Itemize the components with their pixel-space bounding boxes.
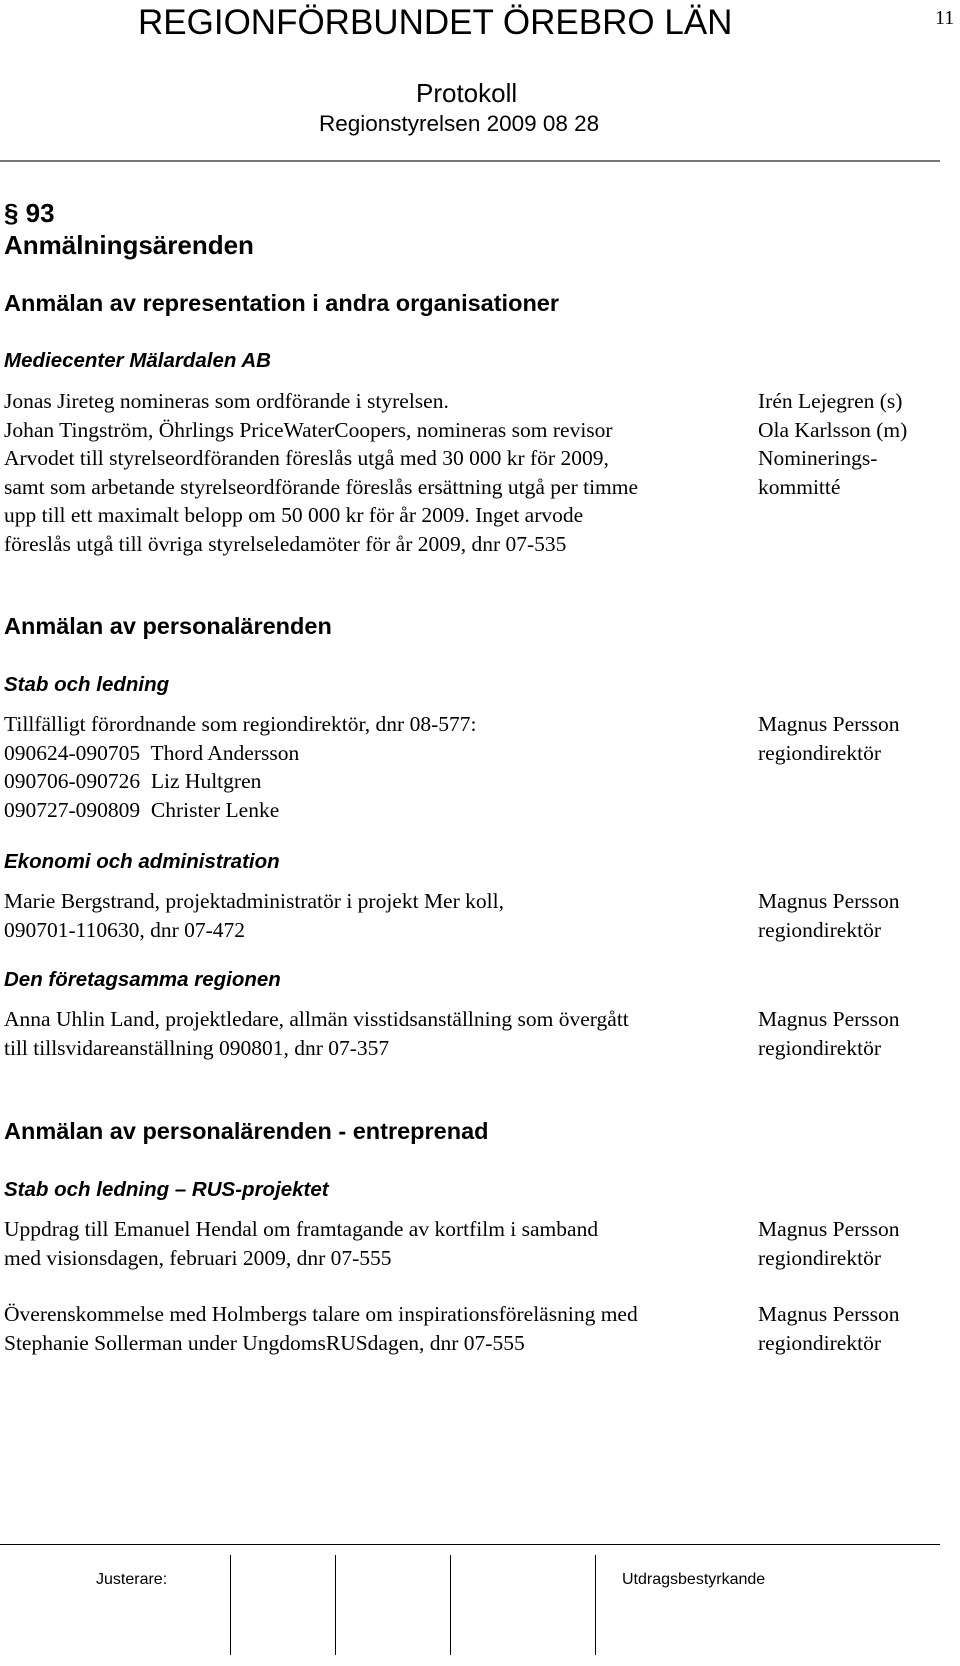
- page-number: 11: [935, 7, 955, 29]
- entreprenad-item-text: [4, 1300, 638, 1357]
- text-line: Jonas Jireteg nomineras som ordförande i styrelsen.: [4, 389, 449, 413]
- subheading-foretagsamma: Den företagsamma regionen: [4, 968, 281, 991]
- signer-title: regiondirektör: [758, 917, 881, 942]
- header-divider: [0, 160, 940, 162]
- entreprenad-item-text: [4, 1215, 598, 1272]
- stab-signer: [758, 710, 900, 767]
- text-line: Arvodet till styrelseordföranden föreslås utgå med 30 000 kr för 2009,: [4, 446, 609, 470]
- section-heading-entreprenad: Anmälan av personalärenden - entreprenad: [4, 1118, 489, 1144]
- entreprenad-item-signer: [758, 1300, 900, 1357]
- signer-line: Irén Lejegren (s): [758, 389, 903, 413]
- text-line: 090701-110630, dnr 07-472: [4, 917, 246, 942]
- ekonomi-signer: [758, 887, 900, 944]
- signer-name: Magnus Persson: [758, 1217, 900, 1241]
- meeting-info: Regionstyrelsen 2009 08 28: [319, 111, 600, 136]
- paragraph-number: § 93: [4, 198, 55, 228]
- signer-title: regiondirektör: [758, 740, 881, 765]
- signer-line: Ola Karlsson (m): [758, 417, 908, 442]
- signature-box-divider: [450, 1555, 451, 1655]
- text-line: 090727-090809 Christer Lenke: [4, 797, 280, 822]
- text-line: med visionsdagen, februari 2009, dnr 07-555: [4, 1245, 392, 1270]
- representation-signers: [758, 387, 907, 501]
- foretagsamma-signer: [758, 1005, 900, 1062]
- footer-divider: [0, 1544, 940, 1545]
- text-line: Tillfälligt förordnande som regiondirektör, dnr 08-577:: [4, 712, 477, 736]
- text-line: Uppdrag till Emanuel Hendal om framtagande av kortfilm i samband: [4, 1217, 599, 1241]
- paragraph-title: Anmälningsärenden: [4, 230, 254, 260]
- text-line: upp till ett maximalt belopp om 50 000 kr för år 2009. Inget arvode: [4, 503, 584, 527]
- signer-name: Magnus Persson: [758, 1007, 900, 1031]
- signer-name: Magnus Persson: [758, 712, 900, 736]
- signer-line: Nominerings-: [758, 446, 878, 470]
- signer-title: regiondirektör: [758, 1035, 881, 1060]
- justerare-label: Justerare:: [96, 1571, 168, 1588]
- text-line: 090624-090705 Thord Andersson: [4, 740, 300, 765]
- representation-text: [4, 387, 638, 558]
- section-heading-representation: Anmälan av representation i andra organisationer: [4, 290, 560, 316]
- text-line: Johan Tingström, Öhrlings PriceWaterCoopers, nomineras som revisor: [4, 417, 613, 442]
- text-line: Marie Bergstrand, projektadministratör i projekt Mer koll,: [4, 889, 504, 913]
- signer-name: Magnus Persson: [758, 1302, 900, 1326]
- subheading-ekonomi: Ekonomi och administration: [4, 850, 280, 873]
- signer-name: Magnus Persson: [758, 889, 900, 913]
- text-line: Anna Uhlin Land, projektledare, allmän visstidsanställning som övergått: [4, 1007, 629, 1031]
- signer-line: kommitté: [758, 474, 841, 499]
- subheading-rus-projektet: Stab och ledning – RUS-projektet: [4, 1178, 329, 1201]
- signer-title: regiondirektör: [758, 1245, 881, 1270]
- subheading-mediecenter: Mediecenter Mälardalen AB: [4, 349, 271, 372]
- section-heading-personal: Anmälan av personalärenden: [4, 613, 332, 639]
- text-line: Stephanie Sollerman under UngdomsRUSdagen, dnr 07-555: [4, 1330, 525, 1355]
- text-line: Överenskommelse med Holmbergs talare om inspirationsföreläsning med: [4, 1302, 638, 1326]
- signature-box-divider: [595, 1555, 596, 1655]
- foretagsamma-text: [4, 1005, 629, 1062]
- signature-box-divider: [335, 1555, 336, 1655]
- organization-name: REGIONFÖRBUNDET ÖREBRO LÄN: [138, 3, 733, 42]
- text-line: 090706-090726 Liz Hultgren: [4, 769, 262, 793]
- text-line: föreslås utgå till övriga styrelseledamöter för år 2009, dnr 07-535: [4, 531, 567, 556]
- document-type: Protokoll: [416, 78, 518, 108]
- entreprenad-item-signer: [758, 1215, 900, 1272]
- ekonomi-text: [4, 887, 504, 944]
- subheading-stab-och-ledning: Stab och ledning: [4, 673, 170, 696]
- signer-title: regiondirektör: [758, 1330, 881, 1355]
- utdragsbestyrkande-label: Utdragsbestyrkande: [622, 1571, 766, 1588]
- stab-text: [4, 710, 476, 824]
- text-line: samt som arbetande styrelseordförande föreslås ersättning utgå per timme: [4, 474, 639, 499]
- text-line: till tillsvidareanställning 090801, dnr 07-357: [4, 1035, 390, 1060]
- signature-box-divider: [230, 1555, 231, 1655]
